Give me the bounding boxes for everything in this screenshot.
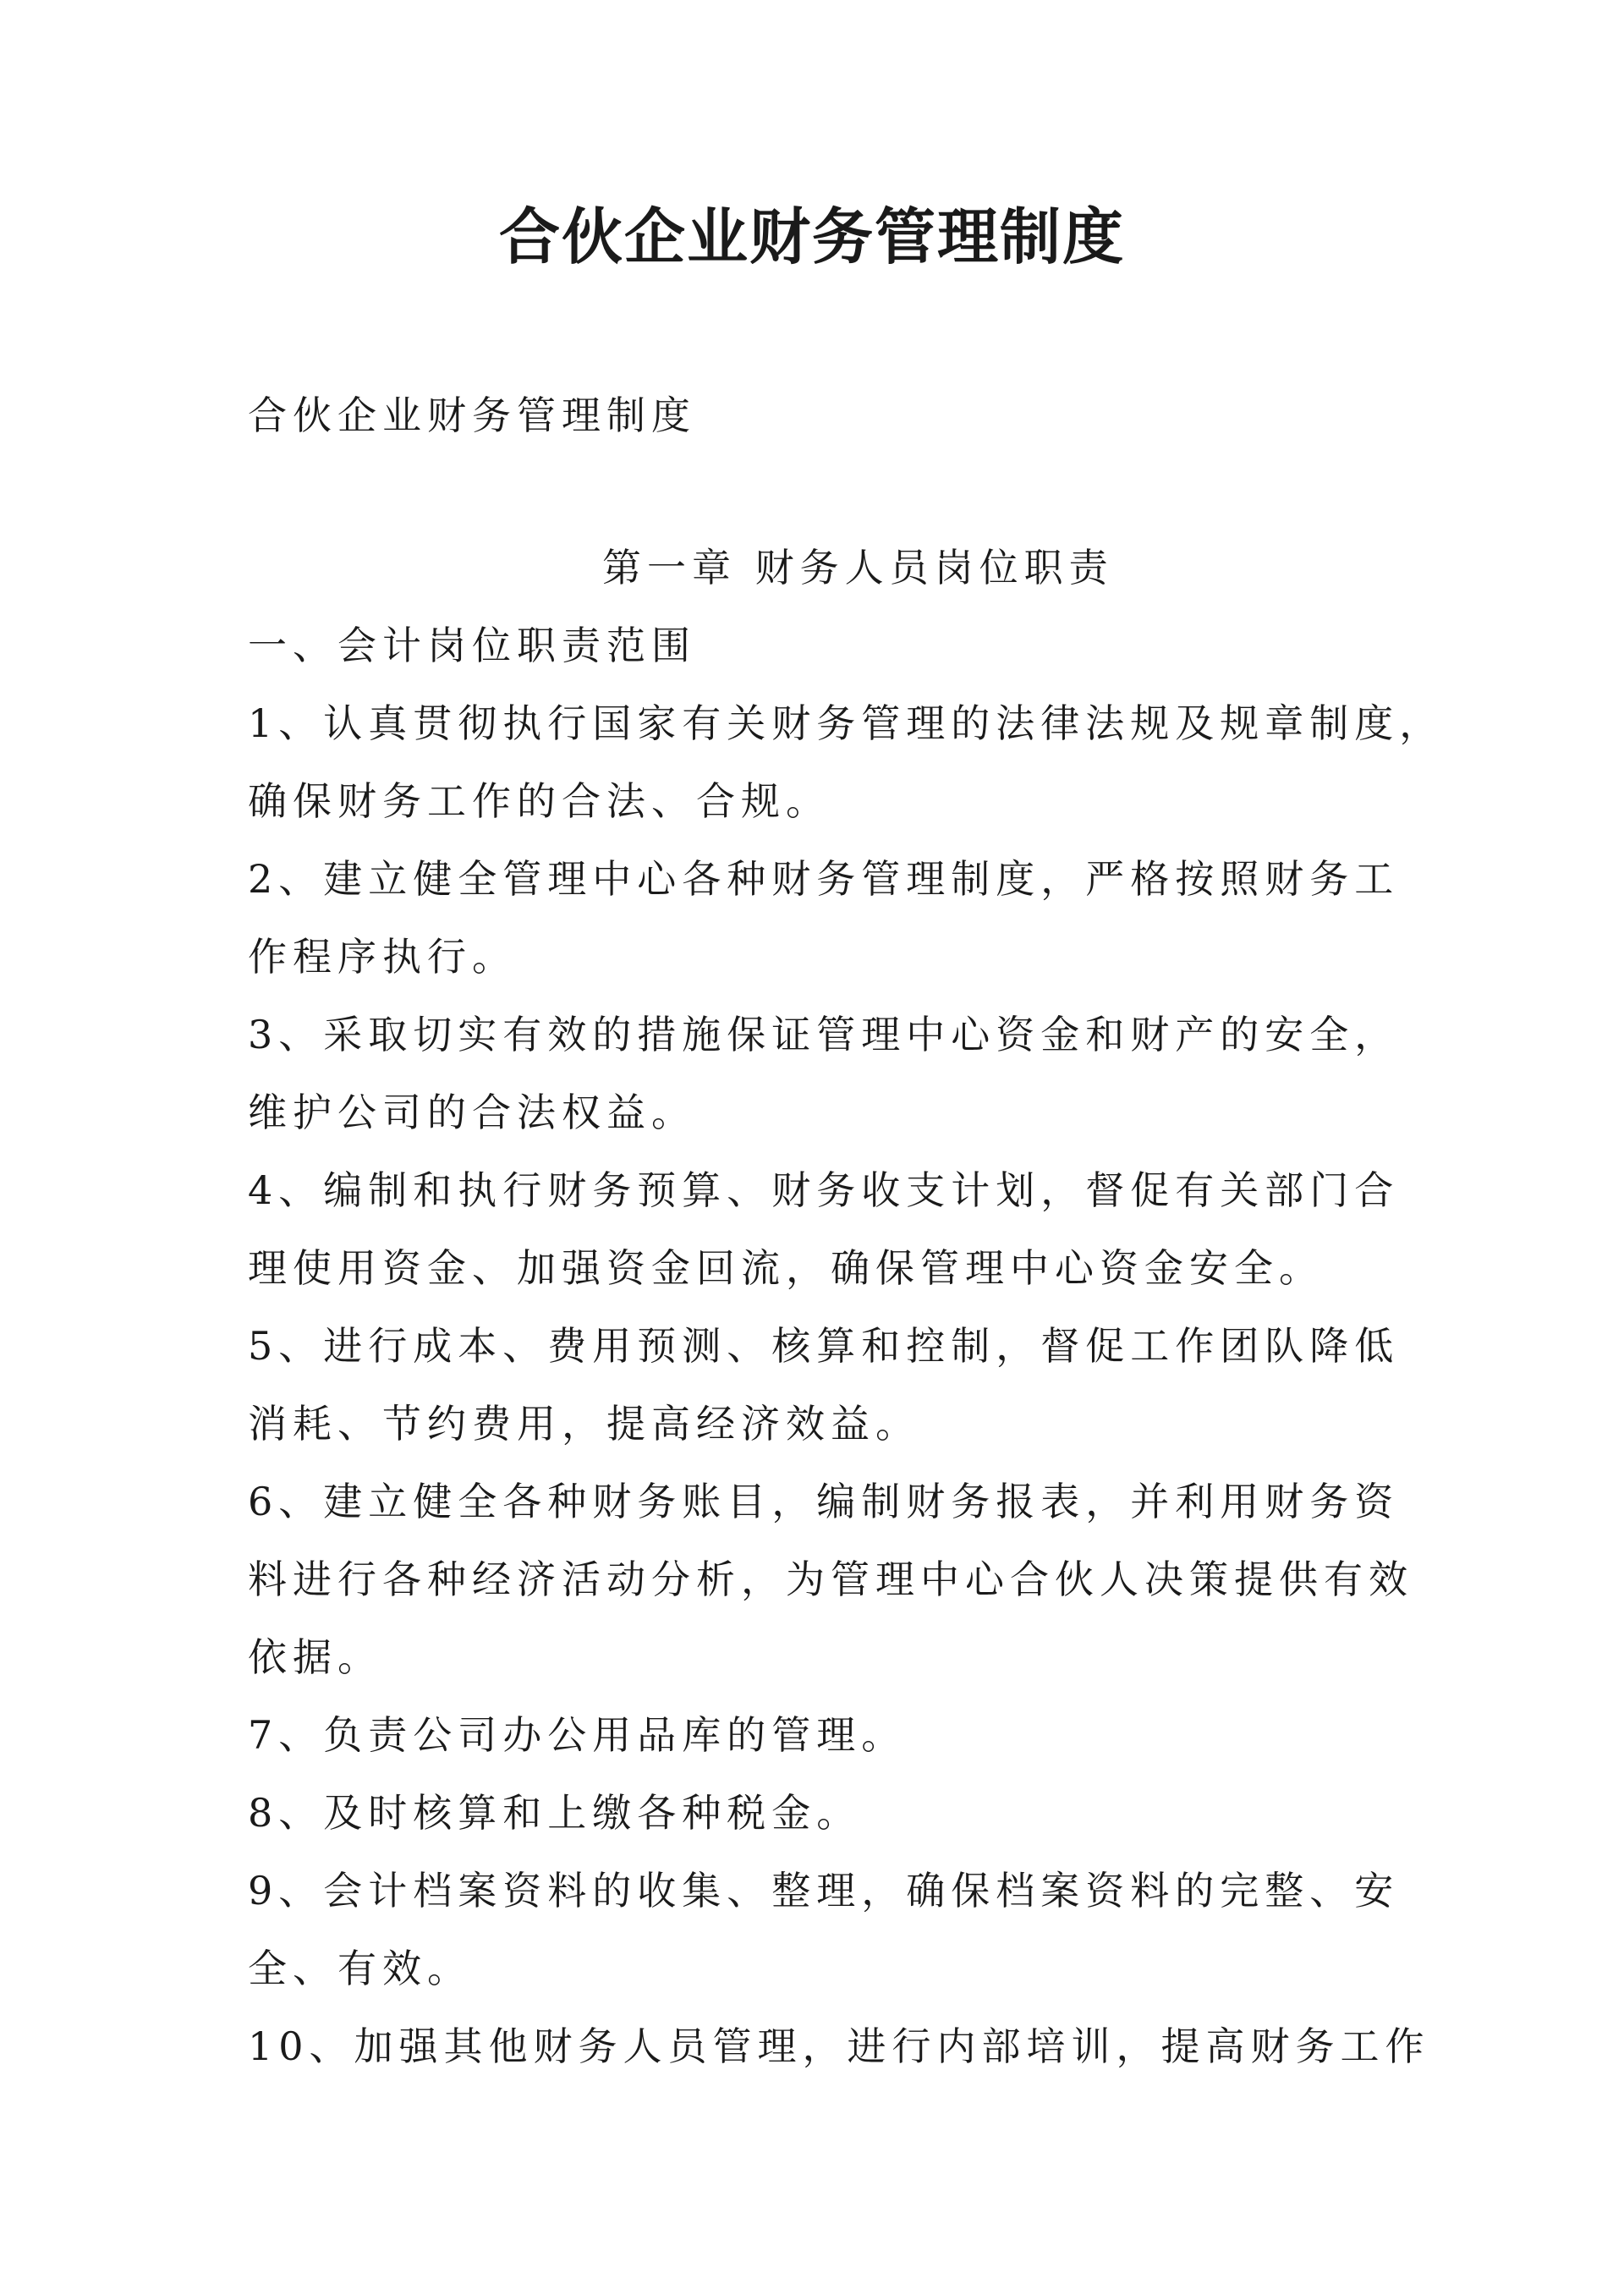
list-item bbox=[248, 1696, 906, 1774]
section-heading: 一、会计岗位职责范围 bbox=[248, 623, 696, 668]
document-subtitle: 合伙企业财务管理制度 bbox=[248, 393, 696, 438]
paragraph-line: 9、会计档案资料的收集、整理，确保档案资料的完整、安 bbox=[248, 1868, 1400, 1913]
paragraph-line: 依据。 bbox=[248, 1634, 382, 1680]
list-item bbox=[248, 1151, 1399, 1307]
paragraph-line: 理使用资金、加强资金回流，确保管理中心资金安全。 bbox=[248, 1245, 1324, 1291]
paragraph-line: 3、采取切实有效的措施保证管理中心资金和财产的安全， bbox=[248, 1012, 1400, 1057]
paragraph-line: 5、进行成本、费用预测、核算和控制，督促工作团队降低 bbox=[248, 1323, 1400, 1369]
paragraph-line: 4、编制和执行财务预算、财务收支计划，督促有关部门合 bbox=[248, 1167, 1400, 1213]
paragraph-line: 消耗、节约费用，提高经济效益。 bbox=[248, 1401, 920, 1447]
paragraph-line: 料进行各种经济活动分析，为管理中心合伙人决策提供有效 bbox=[248, 1557, 1413, 1602]
list-item bbox=[248, 996, 1399, 1151]
paragraph-line: 维护公司的合法权益。 bbox=[248, 1090, 696, 1135]
paragraph-line: 确保财务工作的合法、合规。 bbox=[248, 778, 831, 824]
list-item bbox=[248, 2007, 1430, 2085]
paragraph-line: 2、建立健全管理中心各种财务管理制度，严格按照财务工 bbox=[248, 856, 1400, 902]
paragraph-line: 8、及时核算和上缴各种税金。 bbox=[248, 1790, 862, 1836]
list-item bbox=[248, 840, 1399, 996]
list-item bbox=[248, 1852, 1399, 2007]
chapter-heading: 第一章 财务人员岗位职责 bbox=[602, 545, 1114, 590]
list-item bbox=[248, 1463, 1413, 1696]
paragraph-line: 6、建立健全各种财务账目，编制财务报表，并利用财务资 bbox=[248, 1479, 1400, 1524]
document-title: 合伙企业财务管理制度 bbox=[498, 200, 1125, 272]
paragraph-line: 7、负责公司办公用品库的管理。 bbox=[248, 1712, 907, 1758]
paragraph-line: 全、有效。 bbox=[248, 1946, 472, 1991]
paragraph-line: 作程序执行。 bbox=[248, 934, 517, 980]
paragraph-line: 10、加强其他财务人员管理，进行内部培训，提高财务工作 bbox=[248, 2023, 1430, 2069]
list-item bbox=[248, 1774, 861, 1852]
list-item bbox=[248, 1307, 1399, 1463]
list-item bbox=[248, 684, 1444, 840]
paragraph-line: 1、认真贯彻执行国家有关财务管理的法律法规及规章制度， bbox=[248, 700, 1445, 746]
